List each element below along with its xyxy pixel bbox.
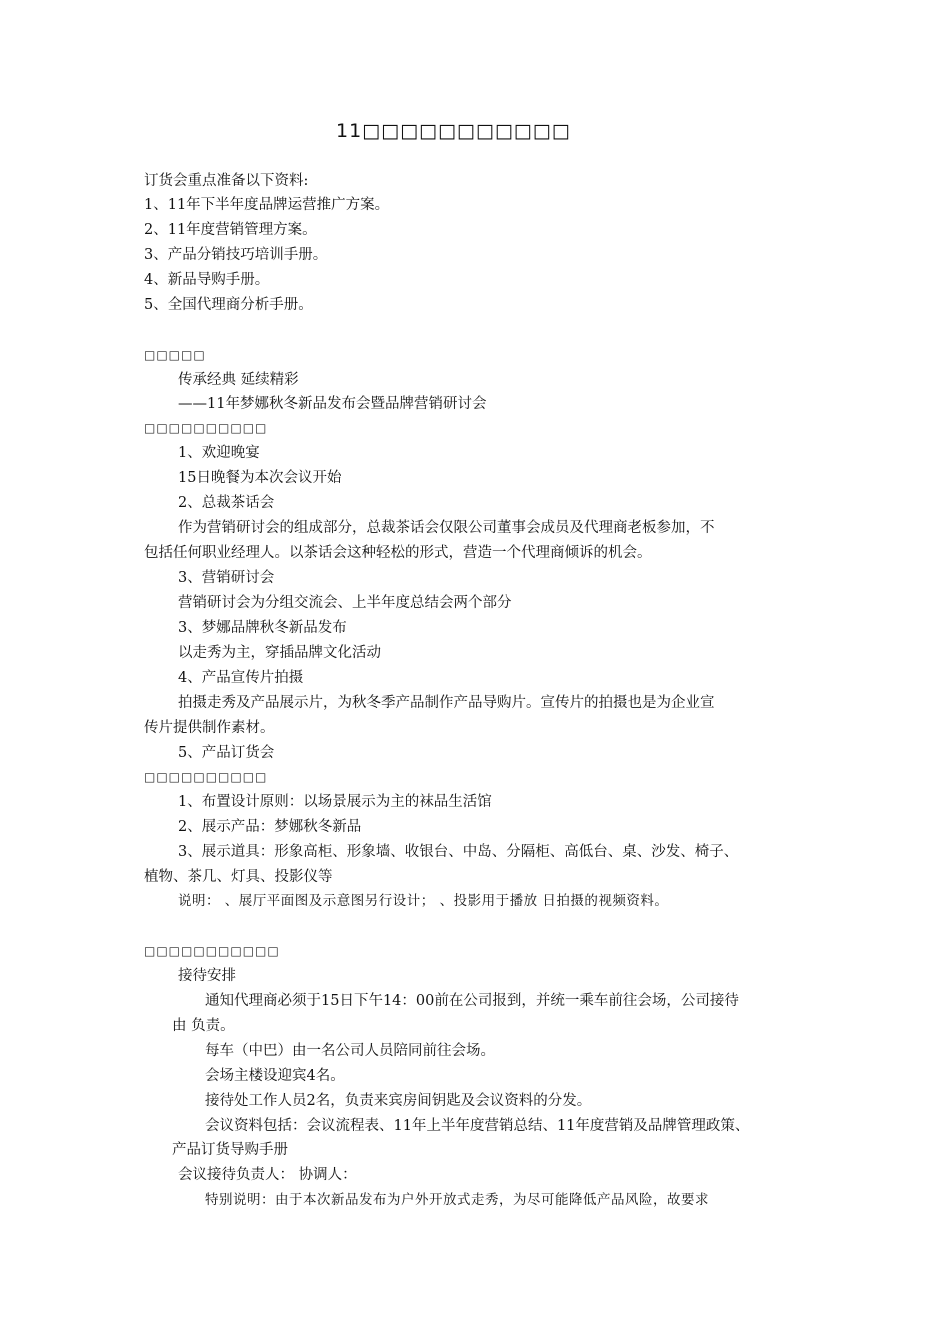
paragraph-line: 2、总裁茶话会 bbox=[178, 495, 275, 511]
paragraph-line: 3、营销研讨会 bbox=[178, 570, 275, 586]
paragraph-line: 会场主楼设迎宾4名。 bbox=[205, 1068, 345, 1084]
section-heading: □□□□□□□□□□□ bbox=[144, 944, 280, 958]
intro-item: 5、全国代理商分析手册。 bbox=[144, 297, 313, 313]
paragraph-line: 植物、茶几、灯具、投影仪等 bbox=[144, 869, 333, 885]
paragraph-line: 5、产品订货会 bbox=[178, 745, 275, 761]
paragraph-line: 1、布置设计原则：以场景展示为主的袜品生活馆 bbox=[178, 794, 492, 810]
document-title: 11□□□□□□□□□□□ bbox=[336, 120, 571, 142]
paragraph-line: 3、梦娜品牌秋冬新品发布 bbox=[178, 620, 347, 636]
intro-item: 3、产品分销技巧培训手册。 bbox=[144, 247, 328, 263]
intro-heading: 订货会重点准备以下资料: bbox=[144, 173, 309, 189]
paragraph-line: 会议资料包括：会议流程表、11年上半年度营销总结、11年度营销及品牌管理政策、 bbox=[205, 1118, 750, 1134]
paragraph-line: 2、展示产品：梦娜秋冬新品 bbox=[178, 819, 362, 835]
paragraph-line: 产品订货导购手册 bbox=[172, 1142, 288, 1158]
paragraph-line: 由 负责。 bbox=[172, 1018, 235, 1034]
intro-item: 4、新品导购手册。 bbox=[144, 272, 270, 288]
paragraph-line: 会议接待负责人： 协调人： bbox=[178, 1167, 357, 1183]
paragraph-line: 接待处工作人员2名，负责来宾房间钥匙及会议资料的分发。 bbox=[205, 1093, 592, 1109]
paragraph-line: 拍摄走秀及产品展示片，为秋冬季产品制作产品导购片。宣传片的拍摄也是为企业宣 bbox=[178, 695, 715, 711]
section-heading: □□□□□□□□□□ bbox=[144, 421, 268, 435]
section-heading: □□□□□□□□□□ bbox=[144, 770, 268, 784]
intro-item: 2、11年度营销管理方案。 bbox=[144, 222, 317, 238]
paragraph-line: 特别说明：由于本次新品发布为户外开放式走秀，为尽可能降低产品风险，故要求 bbox=[205, 1192, 709, 1208]
section-heading: □□□□□ bbox=[144, 348, 206, 362]
intro-item: 1、11年下半年度品牌运营推广方案。 bbox=[144, 197, 390, 213]
paragraph-line: 4、产品宣传片拍摄 bbox=[178, 670, 304, 686]
paragraph-line: 1、欢迎晚宴 bbox=[178, 445, 260, 461]
paragraph-line: 15日晚餐为本次会议开始 bbox=[178, 470, 342, 486]
paragraph-line: 传片提供制作素材。 bbox=[144, 720, 275, 736]
paragraph-line: 每车（中巴）由一名公司人员陪同前往会场。 bbox=[205, 1043, 495, 1059]
paragraph-line: 3、展示道具：形象高柜、形象墙、收银台、中岛、分隔柜、高低台、桌、沙发、椅子、 bbox=[178, 844, 739, 860]
theme-text: 传承经典 延续精彩 bbox=[178, 372, 299, 388]
note-line: 说明： 、展厅平面图及示意图另行设计； 、投影用于播放 日拍摄的视频资料。 bbox=[178, 893, 669, 909]
paragraph-line: 通知代理商必须于15日下午14：00前在公司报到，并统一乘车前往会场，公司接待 bbox=[205, 993, 739, 1009]
paragraph-line: 以走秀为主，穿插品牌文化活动 bbox=[178, 645, 381, 661]
paragraph-line: 包括任何职业经理人。以茶话会这种轻松的形式，营造一个代理商倾诉的机会。 bbox=[144, 545, 652, 561]
paragraph-line: 接待安排 bbox=[178, 968, 236, 984]
subtheme-text: ——11年梦娜秋冬新品发布会暨品牌营销研讨会 bbox=[178, 396, 487, 412]
paragraph-line: 作为营销研讨会的组成部分，总裁茶话会仅限公司董事会成员及代理商老板参加，不 bbox=[178, 520, 715, 536]
paragraph-line: 营销研讨会为分组交流会、上半年度总结会两个部分 bbox=[178, 595, 512, 611]
